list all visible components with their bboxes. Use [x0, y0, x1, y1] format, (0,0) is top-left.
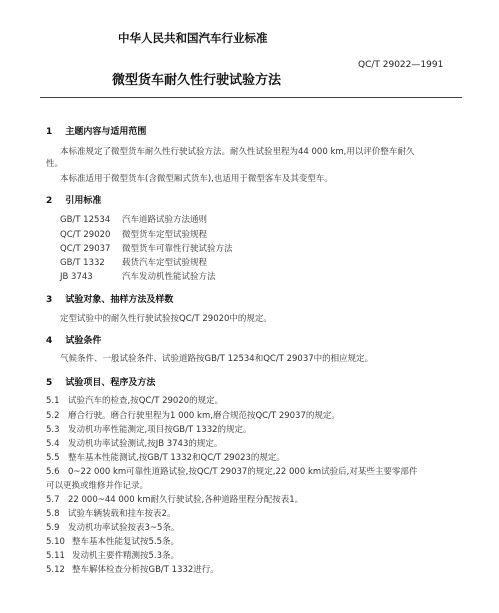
list-item — [46, 549, 179, 561]
item-text: 整车基本性能复试按5.5条。 — [72, 537, 180, 547]
item-text: 试验车辆装载和挂车按表2。 — [68, 509, 176, 519]
list-item — [46, 493, 303, 505]
list-item — [46, 451, 285, 463]
doc-number: QC/T 29022—1991 — [358, 60, 444, 70]
item-number: 5.8 — [46, 509, 60, 519]
reference-code: JB 3743 — [60, 272, 93, 282]
item-number: 5.5 — [46, 453, 60, 463]
item-number: 5.7 — [46, 495, 60, 505]
section-heading — [46, 333, 101, 346]
item-text: 发动机主要件精测按5.3条。 — [72, 551, 180, 561]
list-item — [46, 521, 179, 533]
section-heading — [46, 375, 155, 388]
item-text: 发动机功率试验测试,按JB 3743的规定。 — [68, 439, 223, 449]
section-heading — [46, 193, 101, 206]
section-number: 4 — [46, 336, 53, 346]
section-number: 3 — [46, 295, 53, 305]
list-item — [46, 535, 179, 547]
reference-code: GB/T 1332 — [60, 258, 105, 268]
section-title: 试验对象、抽样方法及样数 — [65, 295, 174, 305]
item-number: 5.3 — [46, 425, 60, 435]
reference-item — [60, 256, 207, 268]
doc-title: 微型货车耐久性行驶试验方法 — [112, 73, 282, 88]
section-number: 5 — [46, 378, 53, 388]
item-number: 5.1 — [46, 396, 60, 406]
section-title: 试验条件 — [65, 336, 102, 346]
item-text: 试验汽车的检查,按QC/T 29020的规定。 — [68, 396, 224, 406]
item-number: 5.12 — [46, 565, 65, 575]
section-number: 1 — [46, 127, 53, 137]
item-number: 5.10 — [46, 537, 65, 547]
list-item-continuation — [46, 479, 148, 491]
list-item — [46, 423, 252, 435]
section-title: 主题内容与适用范围 — [65, 127, 147, 137]
reference-title: 载货汽车定型试验规程 — [122, 258, 208, 268]
list-item — [46, 465, 417, 477]
paragraph: 本标准规定了微型货车耐久性行驶试验方法。耐久性试验里程为44 000 km,用以评价整车耐久 — [60, 147, 415, 157]
section-number: 2 — [46, 196, 53, 206]
paragraph: 性。 — [46, 159, 64, 169]
section-heading — [46, 292, 173, 305]
paragraph: 气候条件、一般试验条件、试验道路按GB/T 12534和QC/T 29037中的相应规定。 — [60, 354, 374, 364]
item-text: 发动机功率性能测定,项目按GB/T 1332的规定。 — [68, 425, 252, 435]
reference-code: QC/T 29037 — [60, 244, 111, 254]
reference-title: 微型货车定型试验规程 — [122, 230, 208, 240]
list-item — [46, 563, 219, 575]
header-rule — [40, 97, 462, 98]
section-title: 试验项目、程序及方法 — [65, 378, 156, 388]
reference-item — [60, 213, 207, 225]
reference-code: QC/T 29020 — [60, 230, 111, 240]
section-heading — [46, 124, 146, 137]
reference-item — [60, 242, 233, 254]
item-number: 5.4 — [46, 439, 60, 449]
item-number: 5.2 — [46, 411, 60, 421]
reference-title: 微型货车可靠性行驶试验方法 — [122, 244, 233, 254]
reference-code: GB/T 12534 — [60, 215, 111, 225]
list-item — [46, 437, 222, 449]
item-text: 磨合行驶。磨合行驶里程为1 000 km,磨合规范按QC/T 29037的规定。 — [68, 411, 340, 421]
reference-title: 汽车道路试验方法通则 — [122, 215, 208, 225]
item-text: 整车基本性能测试,按GB/T 1332和QC/T 29023的规定。 — [68, 453, 285, 463]
reference-item — [60, 228, 207, 240]
item-text: 可以更换或维修并作记录。 — [46, 481, 149, 491]
reference-item — [60, 270, 216, 282]
list-item — [46, 507, 175, 519]
item-text: 发动机功率试验按表3~5条。 — [68, 523, 180, 533]
list-item — [46, 409, 340, 421]
item-number: 5.11 — [46, 551, 65, 561]
list-item — [46, 394, 223, 406]
item-number: 5.9 — [46, 523, 60, 533]
item-text: 0~22 000 km可靠性道路试验,按QC/T 29037的规定,22 000 km试验后,对某些主要零部件 — [68, 467, 418, 477]
reference-title: 汽车发动机性能试验方法 — [122, 272, 216, 282]
paragraph: 本标准适用于微型货车(含微型厢式货车),也适用于微型客车及其变型车。 — [60, 174, 333, 184]
section-title: 引用标准 — [65, 196, 102, 206]
item-number: 5.6 — [46, 467, 60, 477]
item-text: 整车解体检查分析按GB/T 1332进行。 — [72, 565, 219, 575]
paragraph: 定型试验中的耐久性行驶试验按QC/T 29020中的规定。 — [60, 314, 272, 324]
item-text: 22 000~44 000 km耐久行驶试验,各种道路里程分配按表1。 — [68, 495, 304, 505]
org-title: 中华人民共和国汽车行业标准 — [118, 31, 268, 45]
